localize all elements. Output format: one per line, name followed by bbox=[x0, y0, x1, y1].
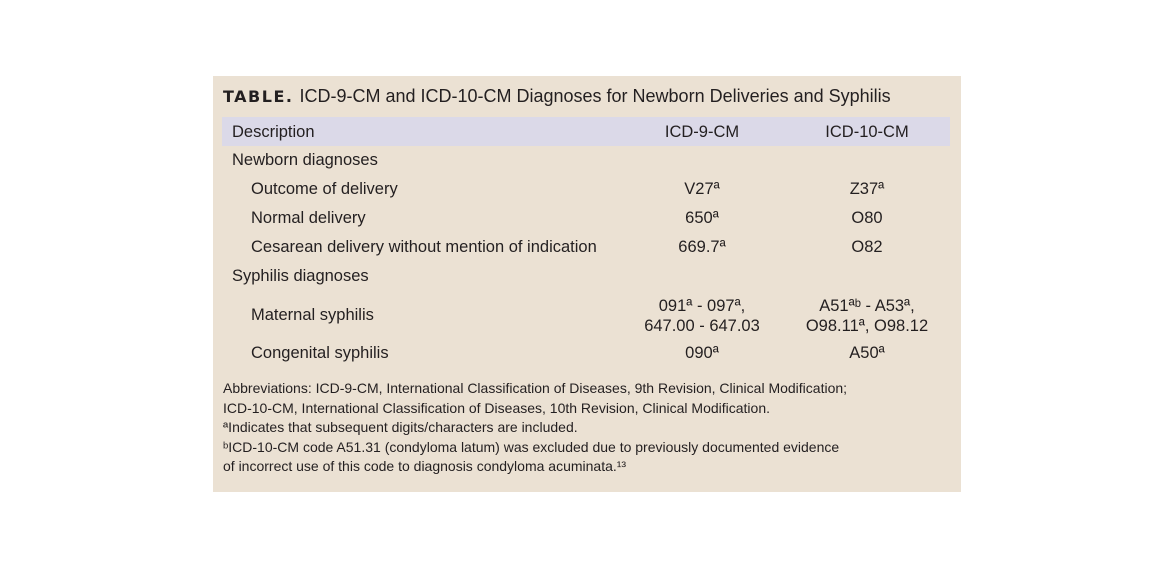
row-description: Newborn diagnoses bbox=[232, 151, 378, 169]
row-description: Cesarean delivery without mention of indication bbox=[251, 238, 597, 256]
row-icd9: 650ª bbox=[685, 209, 719, 227]
table-row bbox=[222, 204, 950, 233]
header-description: Description bbox=[232, 123, 315, 141]
row-icd9: 669.7ª bbox=[678, 238, 726, 256]
row-icd10: Z37ª bbox=[849, 180, 885, 198]
row-icd9: 091ª - 097ª, 647.00 - 647.03 bbox=[644, 297, 760, 335]
table-panel bbox=[213, 76, 961, 492]
header-icd10: ICD-10-CM bbox=[825, 123, 909, 141]
diagnoses-table bbox=[222, 117, 950, 368]
row-icd9: 090ª bbox=[685, 344, 719, 362]
row-icd10: A50ª bbox=[849, 344, 885, 362]
row-description: Syphilis diagnoses bbox=[232, 267, 369, 285]
table-row bbox=[222, 233, 950, 262]
table-row bbox=[222, 175, 950, 204]
table-label: TABLE. bbox=[223, 87, 294, 106]
row-icd10: O80 bbox=[851, 209, 883, 227]
footnote-a: ªIndicates that subsequent digits/characters are included. bbox=[223, 419, 578, 435]
row-description: Normal delivery bbox=[251, 209, 366, 227]
table-row bbox=[222, 339, 950, 368]
row-description: Maternal syphilis bbox=[251, 306, 374, 324]
table-title bbox=[223, 85, 891, 108]
footnote-b: ᵇICD-10-CM code A51.31 (condyloma latum) was excluded due to previously documented evidence bbox=[223, 438, 840, 455]
row-description: Congenital syphilis bbox=[251, 344, 389, 362]
row-icd9: V27ª bbox=[684, 180, 720, 198]
table-row-section bbox=[222, 262, 950, 291]
header-icd9: ICD-9-CM bbox=[664, 123, 740, 141]
table-footnotes bbox=[223, 379, 847, 477]
row-description: Outcome of delivery bbox=[251, 180, 398, 198]
table-title-text: ICD-9-CM and ICD-10-CM Diagnoses for Newborn Deliveries and Syphilis bbox=[299, 86, 891, 106]
footnote-abbreviations: Abbreviations: ICD-9-CM, International Classification of Diseases, 9th Revision, Clinical Modification; bbox=[223, 380, 848, 396]
footnote-b-cont: of incorrect use of this code to diagnosis condyloma acuminata.¹³ bbox=[223, 458, 627, 474]
row-icd10: O82 bbox=[851, 238, 883, 256]
table-header-row bbox=[222, 117, 950, 146]
table-row bbox=[222, 291, 950, 339]
row-icd10: A51ªᵇ - A53ª, O98.11ª, O98.12 bbox=[805, 297, 929, 335]
footnote-abbreviations-cont: ICD-10-CM, International Classification of Diseases, 10th Revision, Clinical Modification. bbox=[223, 399, 771, 416]
table-row-section bbox=[222, 146, 950, 175]
